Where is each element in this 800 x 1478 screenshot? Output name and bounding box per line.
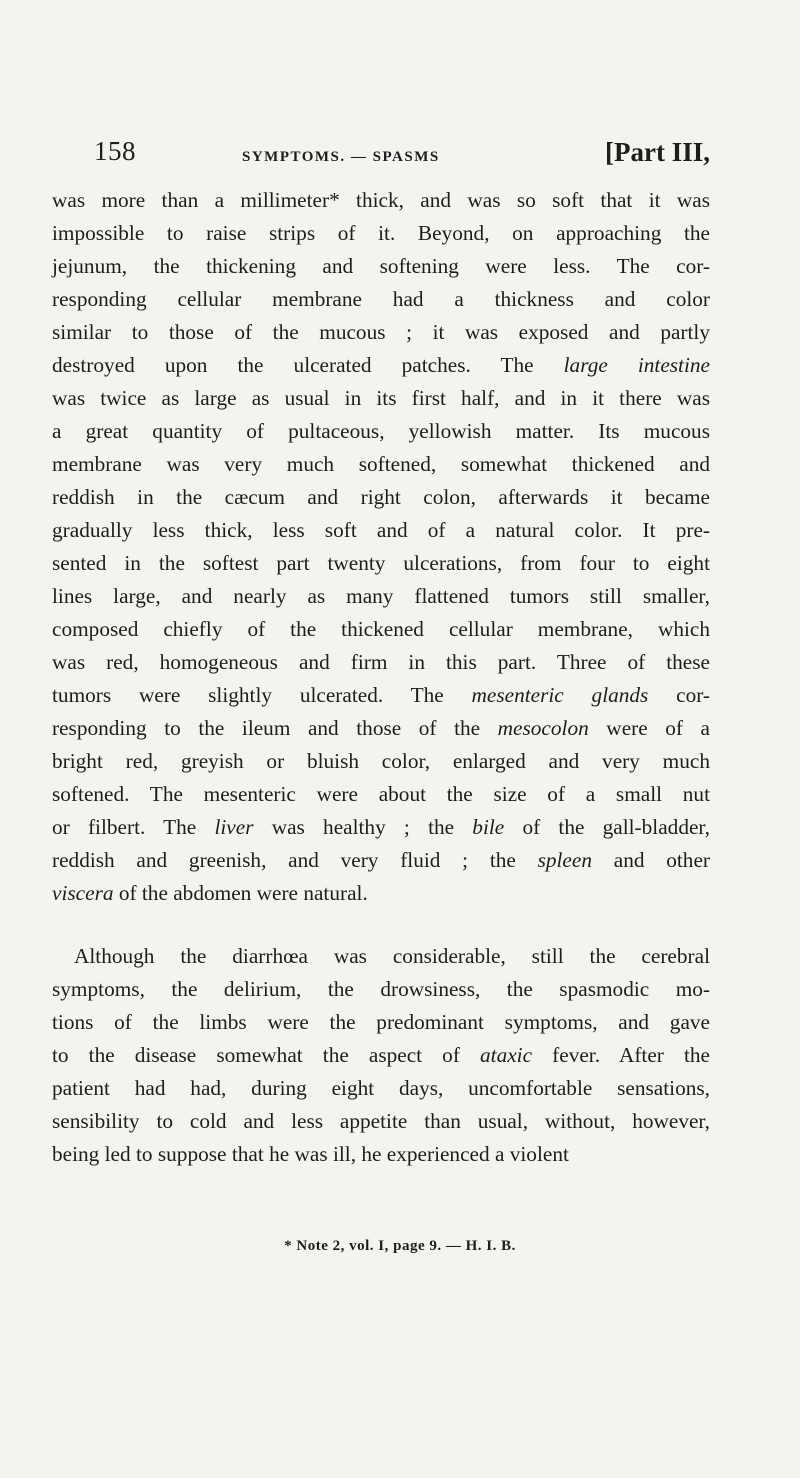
italic-term: bile (472, 815, 505, 839)
text-line (52, 1105, 710, 1138)
text-line (52, 811, 710, 844)
text-line (52, 712, 710, 745)
text-line (52, 481, 710, 514)
text-run: responding cellular membrane had a thickness and color (52, 287, 710, 311)
text-run: lines large, and nearly as many flattened tumors still smaller, (52, 584, 710, 608)
italic-term: mesenteric glands (471, 683, 649, 707)
text-line (52, 1006, 710, 1039)
text-run: tumors were slightly ulcerated. The (52, 683, 472, 707)
text-line (52, 217, 710, 250)
running-head: SYMPTOMS. — SPASMS (242, 149, 440, 165)
footnote: * Note 2, vol. I, page 9. — H. I. B. (284, 1238, 516, 1254)
text-run: was red, homogeneous and firm in this part. Three of these (52, 650, 710, 674)
text-line (52, 382, 710, 415)
text-run: similar to those of the mucous ; it was exposed and partly (52, 320, 710, 344)
text-run: Although the diarrhœa was considerable, still the cerebral (74, 944, 710, 968)
italic-term: large intestine (563, 353, 710, 377)
italic-term: spleen (537, 848, 592, 872)
text-line (52, 1039, 710, 1072)
text-line (52, 613, 710, 646)
page-number: 158 (94, 136, 136, 166)
text-run: impossible to raise strips of it. Beyond, on approaching the (52, 221, 710, 245)
text-run: was healthy ; the (253, 815, 473, 839)
text-line (52, 940, 710, 973)
text-run: to the disease somewhat the aspect of (52, 1043, 481, 1067)
paragraph (52, 184, 710, 910)
part-label: [Part III, (605, 137, 710, 167)
text-line (52, 745, 710, 778)
text-line (52, 877, 710, 910)
text-run: was more than a millimeter* thick, and was so soft that it was (52, 188, 710, 212)
text-run: tions of the limbs were the predominant symptoms, and gave (52, 1010, 710, 1034)
text-run: sensibility to cold and less appetite than usual, without, however, (52, 1109, 710, 1133)
text-line (52, 1072, 710, 1105)
text-run: membrane was very much softened, somewhat thickened and (52, 452, 710, 476)
text-run: patient had had, during eight days, uncomfortable sensations, (52, 1076, 710, 1100)
text-run: reddish in the cæcum and right colon, afterwards it became (52, 485, 710, 509)
text-run: gradually less thick, less soft and of a natural color. It pre- (52, 518, 710, 542)
text-run: symptoms, the delirium, the drowsiness, the spasmodic mo- (52, 977, 710, 1001)
text-run: softened. The mesenteric were about the size of a small nut (52, 782, 710, 806)
text-run: reddish and greenish, and very fluid ; the (52, 848, 538, 872)
text-line (52, 778, 710, 811)
text-line (52, 316, 710, 349)
text-line (52, 1138, 710, 1171)
page-header (94, 136, 710, 176)
text-line (52, 349, 710, 382)
italic-term: viscera (52, 881, 114, 905)
text-line (52, 973, 710, 1006)
body-text (52, 184, 710, 1171)
text-line (52, 547, 710, 580)
text-run: a great quantity of pultaceous, yellowish matter. Its mucous (52, 419, 710, 443)
text-run: of the abdomen were natural. (113, 881, 368, 905)
italic-term: liver (214, 815, 254, 839)
text-line (52, 844, 710, 877)
text-run: cor- (648, 683, 710, 707)
text-line (52, 250, 710, 283)
paragraph (52, 940, 710, 1171)
text-run: were of a (588, 716, 710, 740)
text-line (52, 448, 710, 481)
text-run: and other (592, 848, 710, 872)
text-run: being led to suppose that he was ill, he experienced a violent (52, 1142, 569, 1166)
text-line (52, 514, 710, 547)
text-run: or filbert. The (52, 815, 215, 839)
text-run: responding to the ileum and those of the (52, 716, 498, 740)
text-line (52, 283, 710, 316)
text-line (52, 415, 710, 448)
text-run: of the gall-bladder, (504, 815, 710, 839)
italic-term: ataxic (480, 1043, 533, 1067)
text-line (52, 184, 710, 217)
text-run: bright red, greyish or bluish color, enlarged and very much (52, 749, 710, 773)
paragraph-gap (52, 910, 710, 940)
text-line (52, 679, 710, 712)
text-run: was twice as large as usual in its first half, and in it there was (52, 386, 710, 410)
text-run: fever. After the (532, 1043, 710, 1067)
text-run: composed chiefly of the thickened cellular membrane, which (52, 617, 710, 641)
text-line (52, 646, 710, 679)
text-run: jejunum, the thickening and softening were less. The cor- (52, 254, 710, 278)
text-run: sented in the softest part twenty ulcerations, from four to eight (52, 551, 710, 575)
italic-term: mesocolon (497, 716, 589, 740)
text-line (52, 580, 710, 613)
text-run: destroyed upon the ulcerated patches. The (52, 353, 564, 377)
